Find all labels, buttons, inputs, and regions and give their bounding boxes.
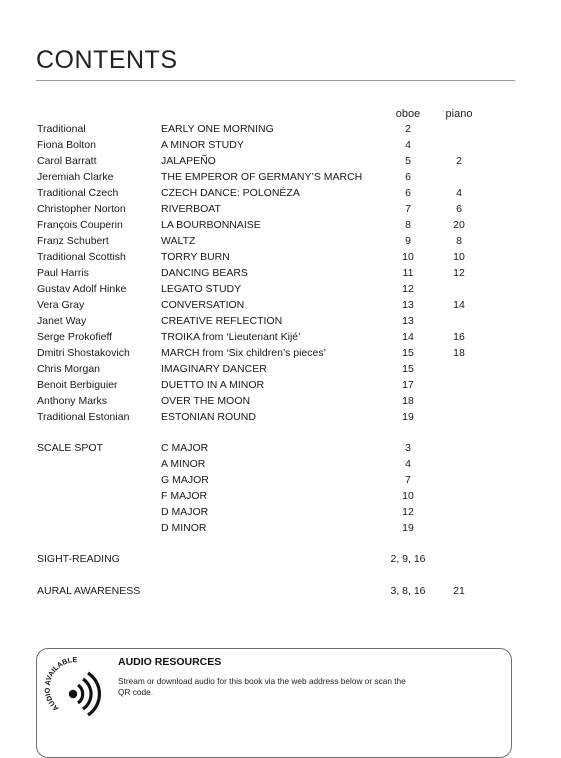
piece-row — [0, 409, 561, 425]
scale-oboe-page: 12 — [402, 506, 414, 518]
piece-composer: Chris Morgan — [37, 363, 101, 375]
piece-composer: Traditional Estonian — [37, 411, 130, 423]
piece-oboe-page: 8 — [405, 219, 411, 231]
piece-title: LA BOURBONNAISE — [161, 219, 261, 231]
scale-oboe-page: 10 — [402, 490, 414, 502]
piece-title: IMAGINARY DANCER — [161, 363, 267, 375]
piece-oboe-page: 6 — [405, 171, 411, 183]
scale-title: D MAJOR — [161, 506, 209, 518]
piece-piano-page: 10 — [453, 251, 465, 263]
piece-composer: Benoit Berbiguier — [37, 379, 118, 391]
piece-title: DUETTO IN A MINOR — [161, 379, 265, 391]
piece-piano-page: 16 — [453, 331, 465, 343]
piece-composer: Dmitri Shostakovich — [37, 347, 130, 359]
scale-row — [0, 472, 561, 488]
piece-composer: Franz Schubert — [37, 235, 109, 247]
page-title: CONTENTS — [36, 46, 178, 74]
piece-row — [0, 169, 561, 185]
scale-row — [0, 504, 561, 520]
piece-row — [0, 361, 561, 377]
scale-spot-label: SCALE SPOT — [37, 442, 103, 454]
piece-composer: Fiona Bolton — [37, 139, 96, 151]
audio-badge-text: AUDIO AVAILABLE — [42, 655, 78, 714]
piece-oboe-page: 9 — [405, 235, 411, 247]
aural-awareness-label: AURAL AWARENESS — [37, 585, 141, 597]
piece-title: CZECH DANCE: POLONÉZA — [161, 187, 300, 199]
piece-oboe-page: 14 — [402, 331, 414, 343]
piece-row — [0, 313, 561, 329]
scale-row — [0, 440, 561, 456]
scale-title: G MAJOR — [161, 474, 209, 486]
piece-oboe-page: 11 — [402, 267, 414, 279]
piece-title: DANCING BEARS — [161, 267, 248, 279]
scale-oboe-page: 4 — [405, 458, 411, 470]
piece-piano-page: 14 — [453, 299, 465, 311]
piece-composer: Serge Prokofieff — [37, 331, 113, 343]
piece-title: CREATIVE REFLECTION — [161, 315, 283, 327]
column-header-piano: piano — [445, 108, 473, 120]
piece-row — [0, 249, 561, 265]
piece-piano-page: 20 — [453, 219, 465, 231]
piece-composer: Janet Way — [37, 315, 87, 327]
piece-title: CONVERSATION — [161, 299, 245, 311]
piece-title: OVER THE MOON — [161, 395, 251, 407]
piece-title: TROIKA from ‘Lieutenant Kijé’ — [161, 331, 301, 343]
piece-oboe-page: 18 — [402, 395, 414, 407]
scale-row — [0, 520, 561, 536]
piece-piano-page: 4 — [456, 187, 462, 199]
piece-composer: Paul Harris — [37, 267, 89, 279]
piece-oboe-page: 10 — [402, 251, 414, 263]
piece-oboe-page: 6 — [405, 187, 411, 199]
scale-row — [0, 488, 561, 504]
piece-piano-page: 6 — [456, 203, 462, 215]
piece-oboe-page: 15 — [402, 363, 414, 375]
piece-row — [0, 233, 561, 249]
piece-composer: Vera Gray — [37, 299, 85, 311]
piece-piano-page: 2 — [456, 155, 462, 167]
piece-title: MARCH from ‘Six children’s pieces’ — [161, 347, 326, 359]
piece-row — [0, 121, 561, 137]
piece-row — [0, 329, 561, 345]
aural-awareness-piano-page: 21 — [453, 585, 465, 597]
piece-row — [0, 393, 561, 409]
piece-oboe-page: 2 — [405, 123, 411, 135]
audio-resources-text: Stream or download audio for this book via the web address below or scan the QR code. — [118, 676, 406, 697]
piece-oboe-page: 5 — [405, 155, 411, 167]
piece-oboe-page: 4 — [405, 139, 411, 151]
piece-title: JALAPEÑO — [161, 155, 216, 167]
piece-oboe-page: 19 — [402, 411, 414, 423]
piece-oboe-page: 13 — [402, 299, 414, 311]
audio-available-icon — [42, 654, 112, 724]
piece-composer: François Couperin — [37, 219, 123, 231]
piece-composer: Gustav Adolf Hinke — [37, 283, 127, 295]
piece-composer: Christopher Norton — [37, 203, 126, 215]
piece-row — [0, 281, 561, 297]
sight-reading-row — [0, 551, 561, 567]
piece-title: ESTONIAN ROUND — [161, 411, 256, 423]
scale-title: F MAJOR — [161, 490, 208, 502]
sight-reading-label: SIGHT-READING — [37, 553, 120, 565]
piece-row — [0, 185, 561, 201]
piece-row — [0, 217, 561, 233]
sight-reading-pages: 2, 9, 16 — [390, 553, 426, 565]
piece-composer: Traditional — [37, 123, 86, 135]
piece-row — [0, 377, 561, 393]
piece-piano-page: 12 — [453, 267, 465, 279]
piece-row — [0, 201, 561, 217]
piece-oboe-page: 7 — [405, 203, 411, 215]
piece-row — [0, 153, 561, 169]
piece-row — [0, 265, 561, 281]
piece-piano-page: 8 — [456, 235, 462, 247]
title-rule — [36, 80, 515, 81]
piece-composer: Traditional Scottish — [37, 251, 126, 263]
scale-title: A MINOR — [161, 458, 206, 470]
piece-composer: Jeremiah Clarke — [37, 171, 114, 183]
piece-title: WALTZ — [161, 235, 196, 247]
audio-resources-heading: AUDIO RESOURCES — [118, 656, 222, 668]
aural-awareness-oboe-pages: 3, 8, 16 — [390, 585, 426, 597]
piece-piano-page: 18 — [453, 347, 465, 359]
piece-oboe-page: 12 — [402, 283, 414, 295]
scale-title: D MINOR — [161, 522, 207, 534]
scale-row — [0, 456, 561, 472]
piece-title: THE EMPEROR OF GERMANY’S MARCH — [161, 171, 363, 183]
scale-oboe-page: 19 — [402, 522, 414, 534]
piece-title: LEGATO STUDY — [161, 283, 242, 295]
piece-composer: Anthony Marks — [37, 395, 108, 407]
scale-title: C MAJOR — [161, 442, 209, 454]
piece-oboe-page: 13 — [402, 315, 414, 327]
piece-row — [0, 137, 561, 153]
scale-oboe-page: 7 — [405, 474, 411, 486]
piece-title: RIVERBOAT — [161, 203, 221, 215]
piece-title: A MINOR STUDY — [161, 139, 244, 151]
piece-oboe-page: 15 — [402, 347, 414, 359]
piece-oboe-page: 17 — [402, 379, 414, 391]
piece-composer: Carol Barratt — [37, 155, 97, 167]
piece-title: EARLY ONE MORNING — [161, 123, 274, 135]
scale-oboe-page: 3 — [405, 442, 411, 454]
piece-row — [0, 345, 561, 361]
aural-awareness-row — [0, 583, 561, 599]
column-header-oboe: oboe — [395, 108, 421, 120]
svg-text:AUDIO AVAILABLE — [42, 655, 77, 713]
piece-title: TORRY BURN — [161, 251, 230, 263]
piece-composer: Traditional Czech — [37, 187, 119, 199]
piece-row — [0, 297, 561, 313]
